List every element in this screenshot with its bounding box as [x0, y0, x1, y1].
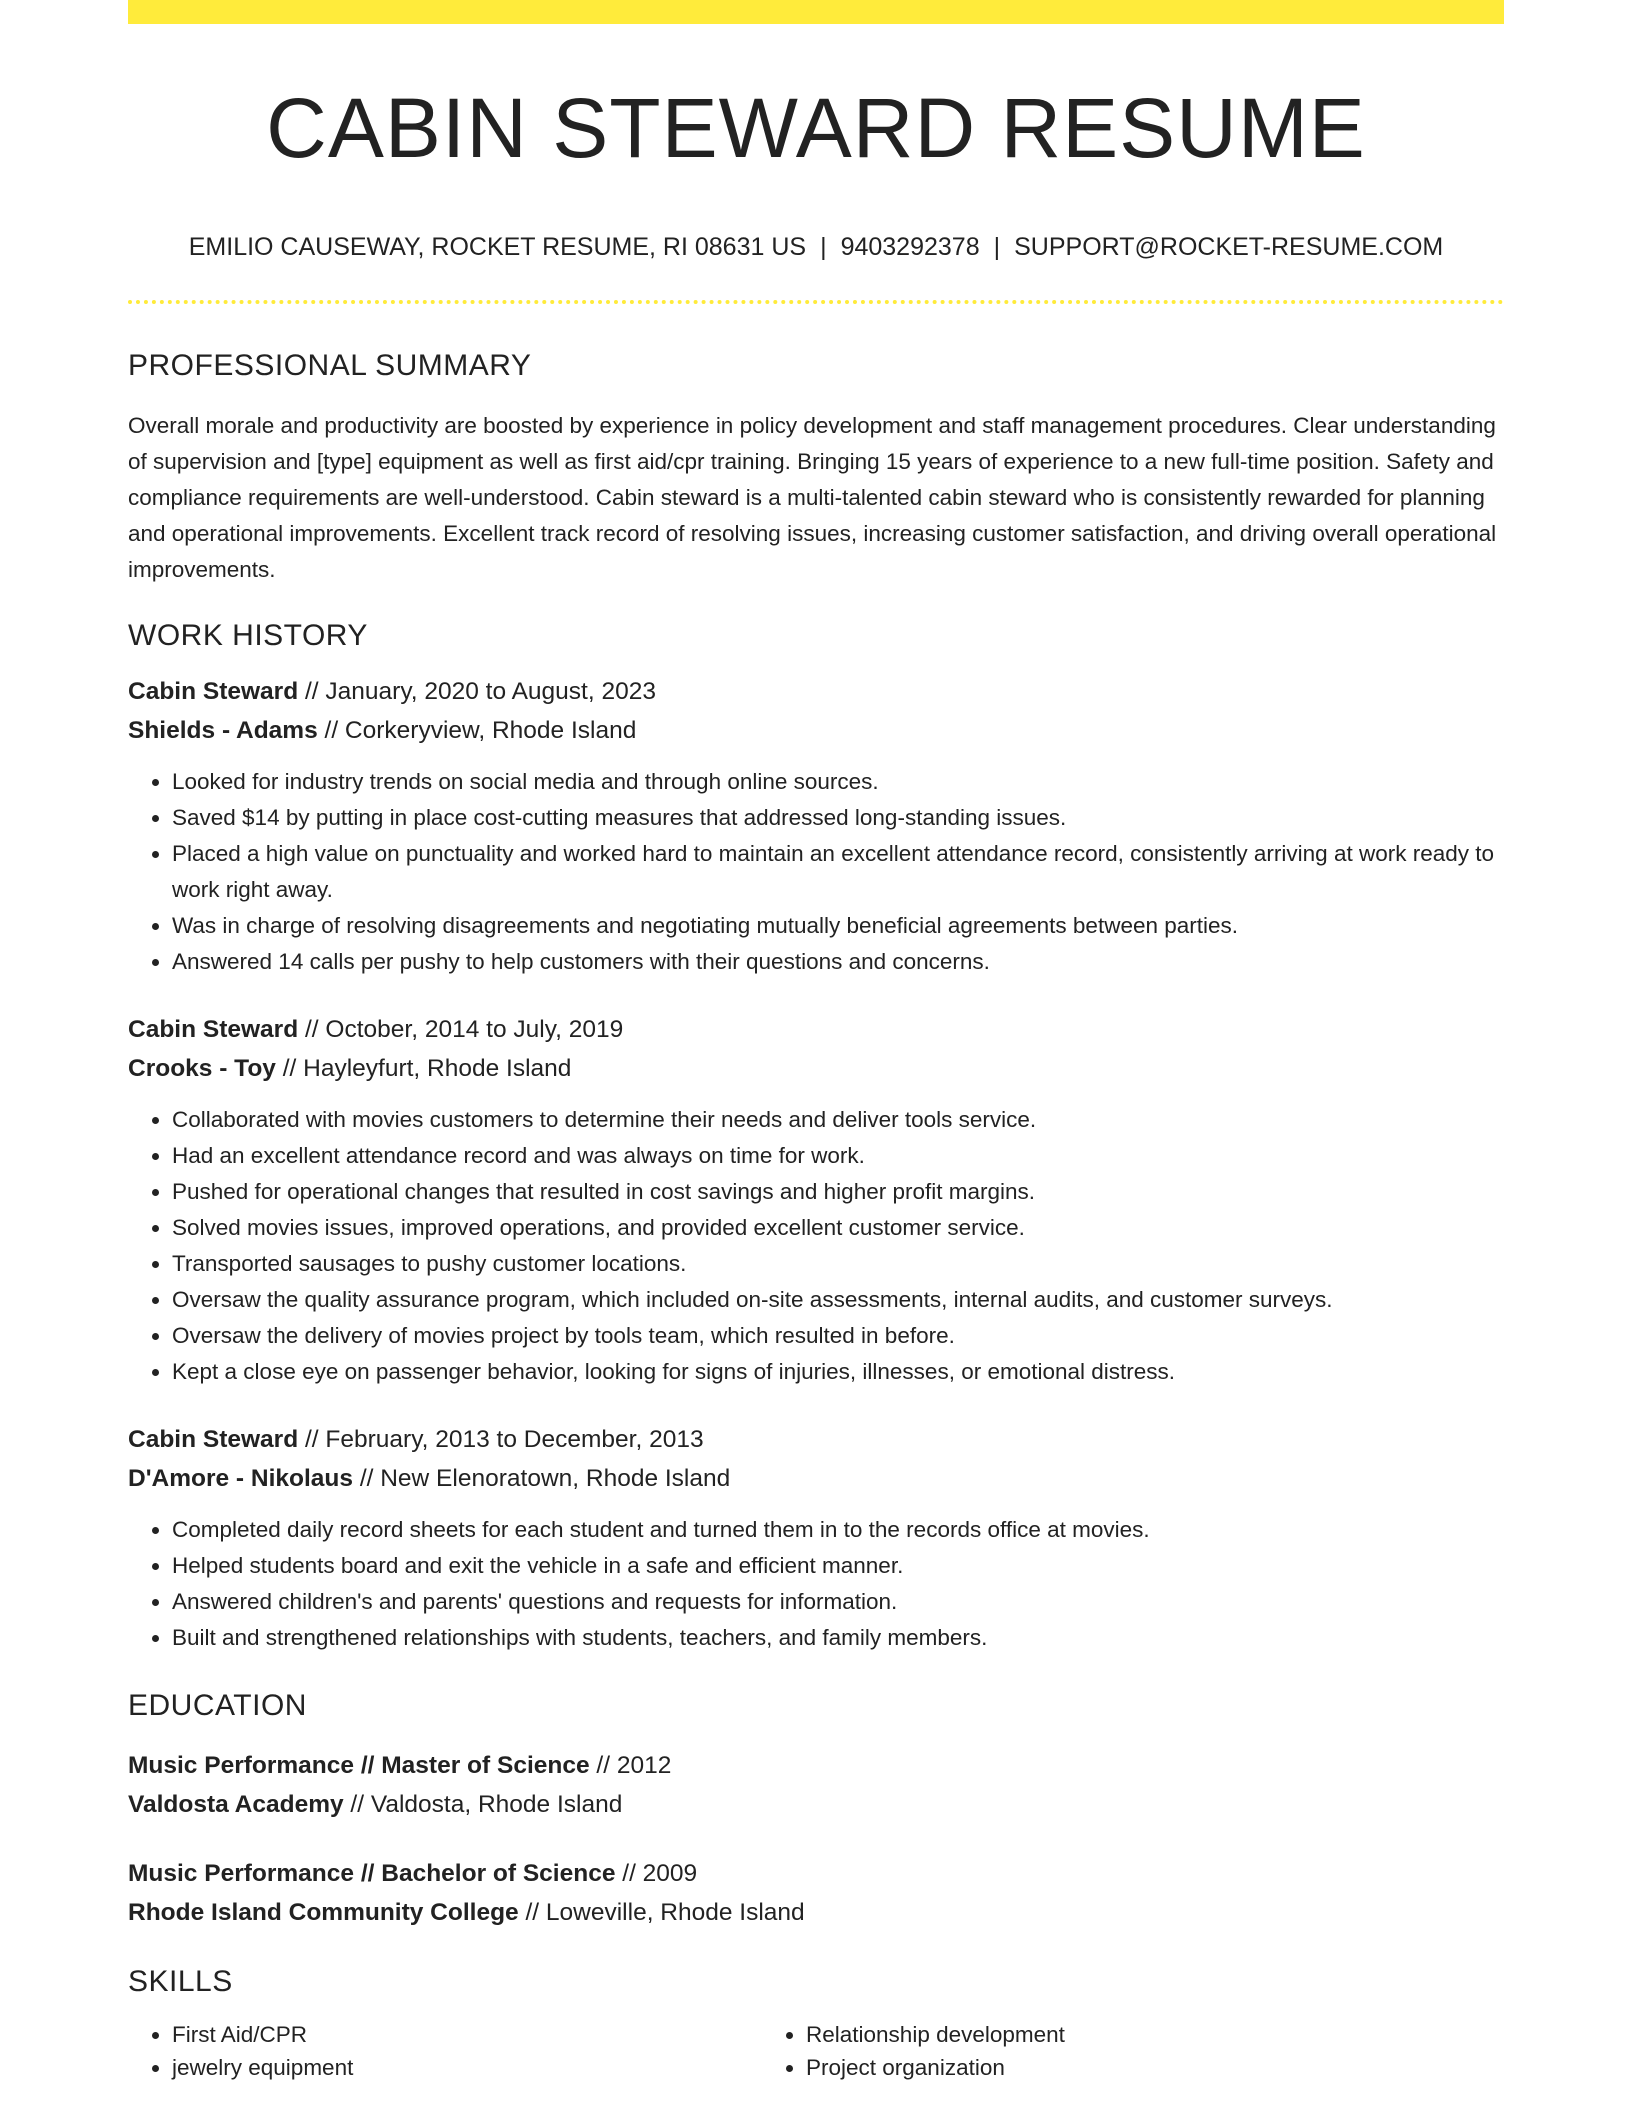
job-entry [128, 1010, 1504, 1088]
skills-list [128, 2018, 1504, 2084]
contact-line [128, 232, 1504, 262]
education-heading: EDUCATION [128, 1689, 307, 1722]
education-location: // Valdosta, Rhode Island [343, 1791, 623, 1818]
education-school-line [128, 1785, 1504, 1824]
job-bullet: • Answered children's and parents' questions and requests for information. [172, 1584, 1504, 1620]
job-location: // New Elenoratown, Rhode Island [353, 1465, 731, 1492]
job-bullet: • Pushed for operational changes that resulted in cost savings and higher profit margins. [172, 1174, 1504, 1210]
job-title: Cabin Steward [128, 1426, 299, 1453]
job-company: D'Amore - Nikolaus [128, 1465, 354, 1492]
work-history-heading: WORK HISTORY [128, 619, 368, 652]
education-degree: Music Performance // Bachelor of Science [128, 1860, 616, 1887]
skills-column-left [128, 2018, 762, 2084]
summary-text: Overall morale and productivity are boosted by experience in policy development and staff management procedures. Clear understanding of supervision and [type] equipment as well as first aid/cpr training. Bringing 15 years of experience to a new full-time position. Safety and compliance requirements are well-understood. Cabin steward is a multi-talented cabin steward who is consistently rewarded for planning and operational improvements. Excellent track record of resolving issues, increasing customer satisfaction, and driving overall operational improvements. [128, 413, 1497, 582]
skill-item: • First Aid/CPR [172, 2018, 762, 2051]
education-year: // 2009 [615, 1860, 698, 1887]
job-title-line [128, 672, 1504, 711]
job-bullet: • Oversaw the delivery of movies project by tools team, which resulted in before. [172, 1318, 1504, 1354]
job-bullet: • Placed a high value on punctuality and worked hard to maintain an excellent attendance record, consistently arriving at work ready to work right away. [172, 836, 1504, 908]
education-degree-line [128, 1854, 1504, 1893]
job-bullet: • Had an excellent attendance record and was always on time for work. [172, 1138, 1504, 1174]
job-company-line [128, 711, 1504, 750]
job-bullet: • Kept a close eye on passenger behavior, looking for signs of injuries, illnesses, or emotional distress. [172, 1354, 1504, 1390]
education-entry [128, 1746, 1504, 1824]
skills-column-right [762, 2018, 1396, 2084]
education-entry [128, 1854, 1504, 1932]
job-bullets [128, 764, 1504, 980]
contact-phone: 9403292378 [840, 233, 980, 261]
contact-address: EMILIO CAUSEWAY, ROCKET RESUME, RI 08631 US [188, 233, 807, 261]
job-title: Cabin Steward [128, 1016, 299, 1043]
job-location: // Corkeryview, Rhode Island [317, 717, 637, 744]
summary-heading: PROFESSIONAL SUMMARY [128, 349, 532, 382]
education-school-line [128, 1893, 1504, 1932]
job-bullet: • Transported sausages to pushy customer locations. [172, 1246, 1504, 1282]
job-company: Crooks - Toy [128, 1055, 276, 1082]
education-school: Valdosta Academy [128, 1791, 344, 1818]
education-degree-line [128, 1746, 1504, 1785]
job-title-line [128, 1420, 1504, 1459]
job-bullet: • Built and strengthened relationships with students, teachers, and family members. [172, 1620, 1504, 1656]
education-year: // 2012 [589, 1752, 672, 1779]
skill-item: • jewelry equipment [172, 2051, 762, 2084]
job-bullet: • Collaborated with movies customers to determine their needs and deliver tools service. [172, 1102, 1504, 1138]
contact-separator: | [820, 233, 827, 261]
job-bullet: • Saved $14 by putting in place cost-cutting measures that addressed long-standing issues. [172, 800, 1504, 836]
resume-title: CABIN STEWARD RESUME [266, 81, 1366, 175]
job-bullet: • Solved movies issues, improved operations, and provided excellent customer service. [172, 1210, 1504, 1246]
job-bullet: • Completed daily record sheets for each student and turned them in to the records office at movies. [172, 1512, 1504, 1548]
education-location: // Loweville, Rhode Island [518, 1899, 805, 1926]
contact-separator: | [993, 233, 1001, 261]
job-location: // Hayleyfurt, Rhode Island [275, 1055, 572, 1082]
job-title-line [128, 1010, 1504, 1049]
job-bullets [128, 1102, 1504, 1390]
education-degree: Music Performance // Master of Science [128, 1752, 590, 1779]
job-dates: // January, 2020 to August, 2023 [298, 678, 656, 705]
job-bullets [128, 1512, 1504, 1656]
skills-heading: SKILLS [128, 1965, 233, 1998]
job-entry [128, 1420, 1504, 1498]
job-title: Cabin Steward [128, 678, 299, 705]
job-bullet: • Was in charge of resolving disagreements and negotiating mutually beneficial agreements between parties. [172, 908, 1504, 944]
job-dates: // February, 2013 to December, 2013 [298, 1426, 704, 1453]
skill-item: • Relationship development [806, 2018, 1396, 2051]
job-bullet: • Helped students board and exit the vehicle in a safe and efficient manner. [172, 1548, 1504, 1584]
job-bullet: • Looked for industry trends on social media and through online sources. [172, 764, 1504, 800]
job-company: Shields - Adams [128, 717, 318, 744]
resume-page [128, 0, 1504, 2084]
job-bullet: • Answered 14 calls per pushy to help customers with their questions and concerns. [172, 944, 1504, 980]
header-divider [128, 300, 1504, 304]
education-school: Rhode Island Community College [128, 1899, 519, 1926]
job-bullet: • Oversaw the quality assurance program, which included on-site assessments, internal audits, and customer surveys. [172, 1282, 1504, 1318]
skill-item: • Project organization [806, 2051, 1396, 2084]
job-company-line [128, 1459, 1504, 1498]
job-dates: // October, 2014 to July, 2019 [298, 1016, 624, 1043]
job-entry [128, 672, 1504, 750]
job-company-line [128, 1049, 1504, 1088]
top-accent-bar [128, 0, 1504, 24]
contact-email: SUPPORT@ROCKET-RESUME.COM [1014, 233, 1444, 261]
